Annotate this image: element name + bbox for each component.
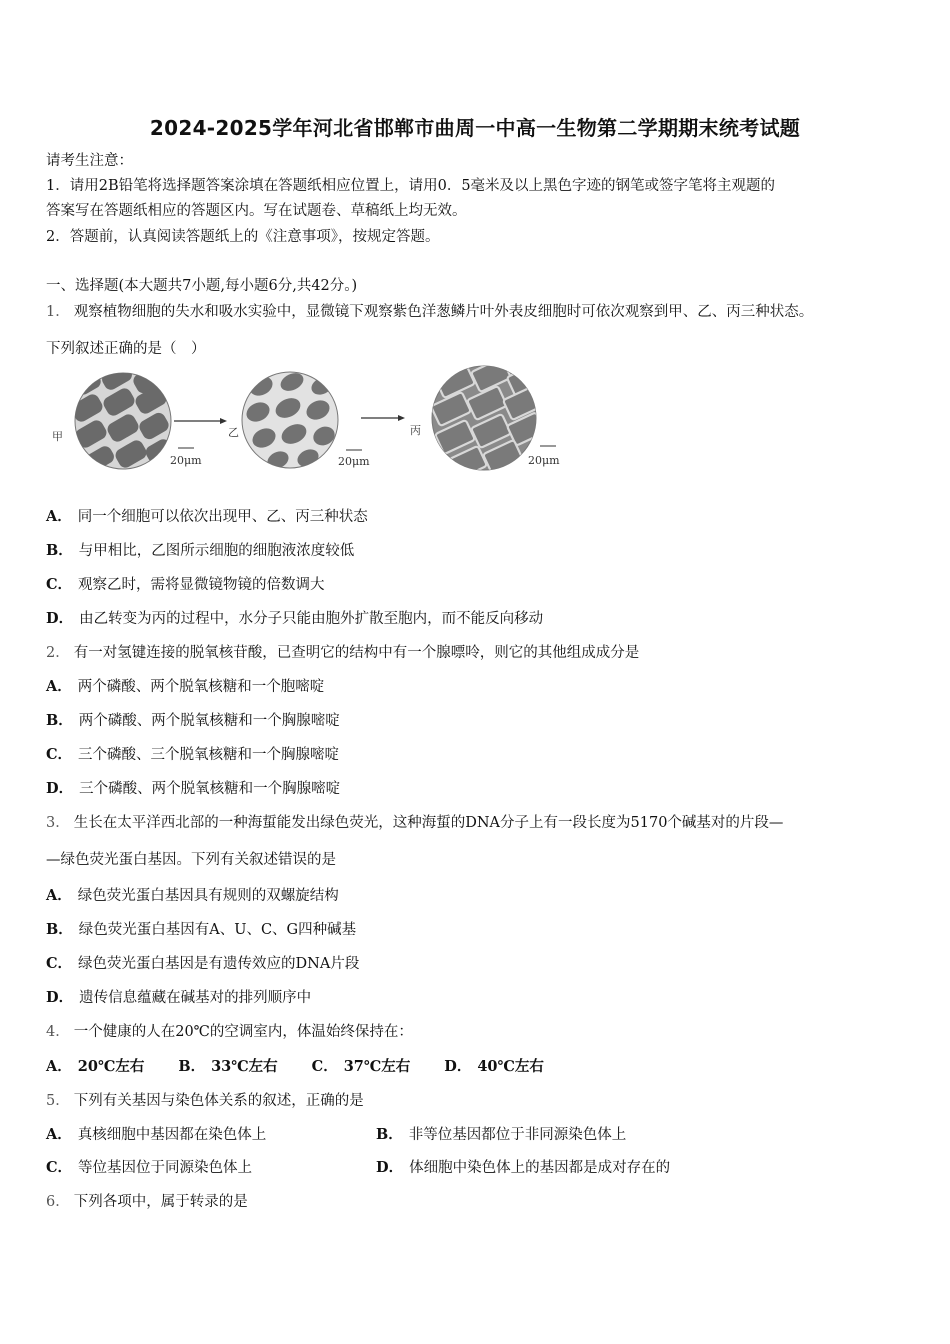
scale-bar-2: 20μm [338, 455, 370, 468]
q2-option-a: A． 两个磷酸、两个脱氧核糖和一个胞嘧啶 [46, 678, 325, 695]
q4-options [46, 1057, 544, 1077]
cell-micrographs [46, 364, 586, 484]
scale-bar-3: 20μm [528, 454, 560, 467]
q4-option-a-letter: A． [46, 1058, 72, 1075]
q4-option-b-letter: B． [178, 1058, 206, 1075]
q4-option-d: 40℃左右 [477, 1058, 544, 1075]
question-4-stem: 4． 一个健康的人在20℃的空调室内，体温始终保持在： [46, 1024, 413, 1040]
question-5-stem: 5． 下列有关基因与染色体关系的叙述，正确的是 [46, 1093, 364, 1109]
q3-option-d: D． 遗传信息蕴藏在碱基对的排列顺序中 [46, 989, 312, 1006]
notice-line-2: 2．答题前，认真阅读答题纸上的《注意事项》，按规定答题。 [46, 229, 440, 245]
q3-option-b: B． 绿色荧光蛋白基因有A、U、C、G四种碱基 [46, 921, 357, 938]
label-jia: 甲 [52, 430, 63, 443]
notice-line-1: 1．请用2B铅笔将选择题答案涂填在答题纸相应位置上，请用0．5毫米及以上黑色字迹的钢笔或签字笔将主观题的 [46, 178, 776, 194]
question-1-stem [46, 302, 813, 322]
section-heading: 一、选择题(本大题共7小题,每小题6分,共42分。) [46, 278, 358, 294]
q2-option-d: D． 三个磷酸、两个脱氧核糖和一个胸腺嘧啶 [46, 780, 341, 797]
label-bing: 丙 [410, 424, 421, 437]
q1-option-b: B． 与甲相比，乙图所示细胞的细胞液浓度较低 [46, 542, 355, 559]
cell-state-jia [69, 364, 175, 474]
notice-heading: 请考生注意： [46, 153, 133, 169]
q1-option-c: C． 观察乙时，需将显微镜物镜的倍数调大 [46, 576, 325, 593]
question-2-stem: 2． 有一对氢键连接的脱氧核苷酸，已查明它的结构中有一个腺嘌呤，则它的其他组成成分是 [46, 645, 640, 661]
notice-line-1b: 答案写在答题纸相应的答题区内。写在试题卷、草稿纸上均无效。 [46, 203, 467, 219]
q5-option-c: C． 等位基因位于同源染色体上 [46, 1159, 253, 1176]
plasmolysis-figure [46, 364, 586, 484]
question-1-stem-cont: 下列叙述正确的是（ ） [46, 341, 206, 357]
q5-option-a: A． 真核细胞中基因都在染色体上 [46, 1126, 267, 1143]
scale-bar-1: 20μm [170, 454, 202, 467]
q1-option-a: A． 同一个细胞可以依次出现甲、乙、丙三种状态 [46, 508, 368, 525]
question-3-stem-cont: —绿色荧光蛋白基因。下列有关叙述错误的是 [46, 852, 336, 868]
q4-option-c-letter: C． [311, 1058, 338, 1075]
question-6-stem: 6． 下列各项中，属于转录的是 [46, 1194, 248, 1210]
q1-option-d: D． 由乙转变为丙的过程中，水分子只能由胞外扩散至胞内，而不能反向移动 [46, 610, 544, 627]
q4-option-a: 20℃左右 [77, 1058, 145, 1075]
q5-option-d: D． 体细胞中染色体上的基因都是成对存在的 [376, 1159, 671, 1176]
q5-option-b: B． 非等位基因都位于非同源染色体上 [376, 1126, 627, 1143]
question-number: 1． [46, 304, 70, 320]
q4-option-d-letter: D． [444, 1058, 472, 1075]
cell-state-yi [242, 370, 338, 472]
q4-option-c: 37℃左右 [343, 1058, 411, 1075]
q2-option-b: B． 两个磷酸、两个脱氧核糖和一个胸腺嘧啶 [46, 712, 340, 729]
q3-option-a: A． 绿色荧光蛋白基因具有规则的双螺旋结构 [46, 887, 339, 904]
q2-option-c: C． 三个磷酸、三个脱氧核糖和一个胸腺嘧啶 [46, 746, 340, 763]
label-yi: 乙 [228, 426, 239, 439]
q3-option-c: C． 绿色荧光蛋白基因是有遗传效应的DNA片段 [46, 955, 360, 972]
question-3-stem: 3． 生长在太平洋西北部的一种海蜇能发出绿色荧光，这种海蜇的DNA分子上有一段长度为5170个碱基对的片段— [46, 815, 784, 831]
page-title: 2024-2025学年河北省邯郸市曲周一中高一生物第二学期期末统考试题 [149, 116, 801, 140]
q4-option-b: 33℃左右 [211, 1058, 278, 1075]
question-text: 观察植物细胞的失水和吸水实验中，显微镜下观察紫色洋葱鳞片叶外表皮细胞时可依次观察到甲、乙、丙三种状态。 [73, 304, 814, 320]
